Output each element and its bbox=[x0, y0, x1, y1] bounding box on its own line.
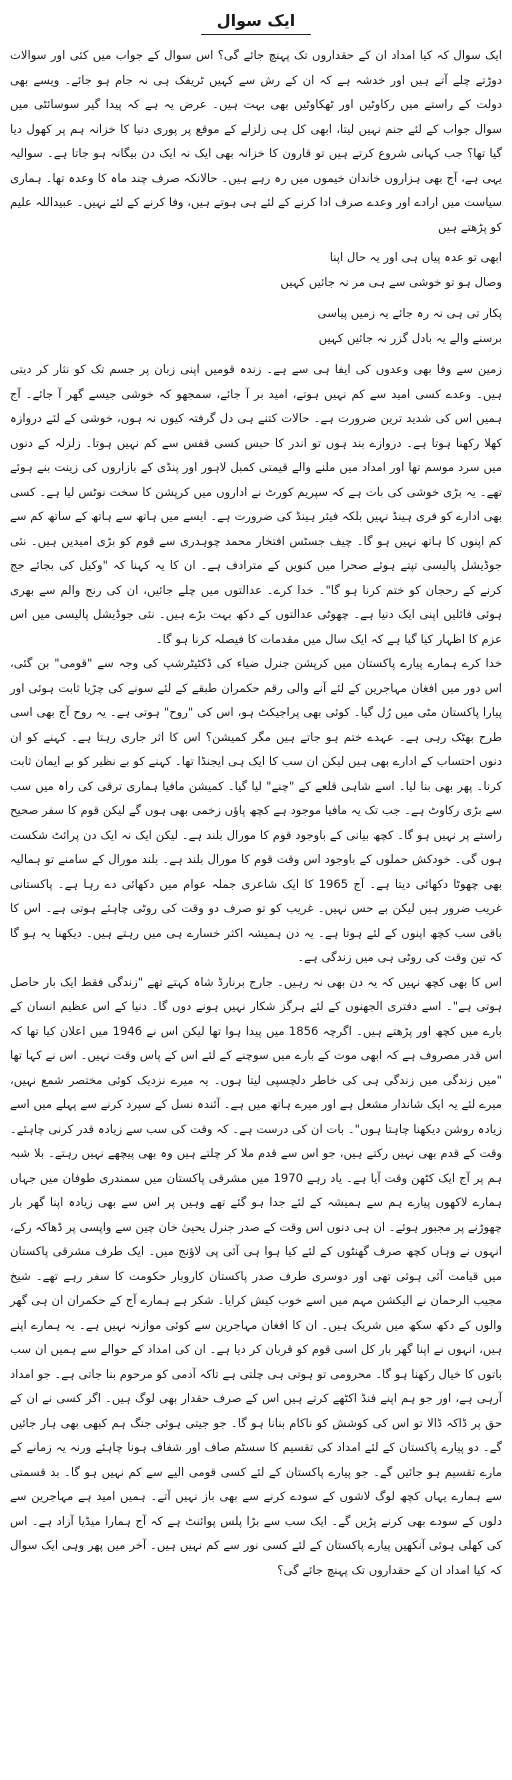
verse-line: پکار تی ہی نہ رہ جائے یہ زمیں پیاسی bbox=[317, 306, 502, 320]
body-paragraph: اس کا بھی کچھ نہیں کہ یہ دن بھی نہ رہیں۔ جارج برنارڈ شاہ کہتے تھے "زندگی فقط ایک بار حاصل ہوتی ہے"۔ اسے دفتری الجھنوں کے لئے ہرگز شکار نہیں ہونے دوں گا۔ دنیا کے اس عظیم انسان کے بارے میں کچھ اور پڑھتے ہیں۔ اگرچہ 1856 میں پیدا ہوا تھا لیکن اس نے 1946 میں اعلان کیا تھا کہ اس قدر مصروف ہے کہ ابھی موت کے بارے میں سوچنے کے لئے اس کے پاس وقت نہیں۔ اس نے کہا تھا "میں زندگی میں زندگی ہی کی خاطر دلچسپی لیتا ہوں۔ یہ میرے نزدیک کوئی مختصر شمع نہیں، میرے لئے یہ ایک شاندار مشعل ہے اور میرے ہاتھ میں ہے۔ آئندہ نسل کے سپرد کرنے سے پہلے میں اسے زیادہ روشن دیکھنا چاہتا ہوں"۔ بات ان کی درست ہے۔ کہ وقت کی سب سے زیادہ قدر کرنی چاہئے۔ وقت کے قدم بھی نہیں رکتے ہیں، جو اس سے قدم ملا کر چلتے ہیں وہ بھی پیچھے نہیں رہتے۔ بلا شبہ ہم پر آج ایک کٹھن وقت آیا ہے۔ یاد رہے 1970 میں مشرقی پاکستان میں سمندری طوفان میں جہاں ہمارے لاکھوں پیارے ہم سے ہمیشہ کے لئے جدا ہو گئے تھے وہیں پر اس سے بھی زیادہ اپنا گھر بار چھوڑنے پر مجبور ہوئے۔ ان ہی دنوں اس وقت کے صدر جنرل یحییٰ خان چین سے واپسی پر ڈھاکہ رکے، انہوں نے وہاں کچھ صرف گھنٹوں کے لئے کیا ہوا ہی آئی پی لاؤنج میں۔ ایک طرف مشرقی پاکستان میں قیامت آئی ہوئی تھی اور دوسری طرف صدر پاکستان کاروبار حکومت کا سفر رہے تھے۔ شیخ مجیب الرحمان نے الیکشن مہم میں اسے خوب کیش کرایا۔ شکر ہے ہمارے آج کے حکمران ان ہی گھر والوں کے دکھ سکھ میں شریک ہیں۔ ان کا افغان مہاجرین سے کوئی موازنہ نہیں ہے۔ یہ ہمارے اپنے ہیں، انہوں نے اپنا گھر بار کل اسی قوم کو قربان کر دیا ہے۔ ان کی امداد کے حوالے سے ہمیں ان سب باتوں کا خیال رکھنا ہو گا۔ محرومی تو ہوتی ہی چلتی ہے تاکہ آدمی کو مرحوم بنا جاتی ہے۔ جو امداد آرہی ہے، اور جو ہم اپنے فنڈ اکٹھے کرتے ہیں اس کے صرف حقدار بھی لوگ ہیں۔ اگر کسی نے ان کے حق پر ڈاکہ ڈالا تو اس کی کوشش کو ناکام بنانا ہو گا۔ جو جیتی ہوئی جنگ ہم کبھی بھی ہار جائیں گے۔ دو پیارے پاکستان کے لئے امداد کی تقسیم کا سسٹم صاف اور شفاف ہونا چاہئے ورنہ یہ زمانے کے مارے تقسیم ہو جائیں گے۔ جو پیارے پاکستان کے لئے کسی قومی الیے سے کم نہیں ہو گا۔ بد قسمتی سے ہمارے یہاں کچھ لوگ لاشوں کے سودے کرنے سے بھی باز نہیں آتے۔ ہمیں امید ہے مہاجرین سے دلوں کے سودے بھی کرنے پڑیں گے۔ ایک سب سے بڑا پلس پوائنٹ ہے کہ آج ہمارا میڈیا آزاد ہے۔ اس کی کھلی ہوئی آنکھیں پیارے پاکستان کے لئے کسی نور سے کم نہیں ہیں۔ آخر میں پھر وہی ایک سوال کہ کیا امداد ان کے حقداروں تک پہنچ جائے گی؟ bbox=[10, 974, 502, 1577]
article-body bbox=[10, 43, 502, 1582]
verse-line: وصال ہو تو خوشی سے ہی مر نہ جائیں کہیں bbox=[280, 275, 502, 289]
article-title: ایک سوال bbox=[216, 11, 296, 30]
verse-line: ابھی تو عدہ پیاں ہی اور یہ حال اپنا bbox=[329, 250, 502, 264]
title-block bbox=[10, 10, 502, 35]
body-paragraph: خدا کرے ہمارے پیارے پاکستان میں کرپشن جنرل ضیاء کی ڈکٹیٹرشپ کی وجہ سے "قومی" بن گئی، اس دور میں افغان مہاجرین کے لئے آنے والی رقم حکمران طبقے کے لئے سونے کی چڑیا ثابت ہوئی اور پیارا پاکستان مٹی میں رُل گیا۔ کوئی بھی پراجیکٹ ہو، اس کی "روح" ہوتی ہے۔ یہ روح آج بھی اسی طرح بھٹک رہی ہے۔ عہدے ختم ہو جاتے ہیں مگر کمیشن؟ اس کا اثر جاری رہتا ہے۔ کہنے کو ان دنوں احتساب کے ادارے بھی ہیں لیکن ان سب کا ایک ہی ایجنڈا تھا۔ کہنے کو بے نظیر کو بے ایمان ثابت کرنا۔ پھر بھی بنا لیا۔ اسے شاہی قلعے کے "چنے" لیا گیا۔ کمیشن مافیا ہماری ترقی کی راہ میں سب سے بڑی رکاوٹ ہے۔ جب تک یہ مافیا موجود ہے کچھ پاؤں زخمی بھی ہوں گے لیکن قوم کا سفر صحیح راستے پر نہیں ہو گا۔ کچھ بیانی کے باوجود قوم کا مورال بلند ہے۔ لیکن ایک نہ ایک دن پرائٹ شکست ہوں گی۔ خودکش حملوں کے باوجود اس وقت قوم کا مورال بلند ہے۔ بلند مورال کے سامنے تو ہمالیہ بھی چھوٹا دکھائی دیتا ہے۔ آج 1965 کا ایک شاعری جملہ عوام میں دکھائی دے رہا ہے۔ پاکستانی غریب ضرور ہیں لیکن بے حس نہیں۔ غریب کو تو صرف دو وقت کی روٹی چاہئے ہوتی ہے۔ اس کا باقی سب کچھ اپنوں کے لئے ہوتا ہے۔ یہ دن ہمیشہ اکثر خسارے ہی میں رہتے ہیں۔ دیکھنا یہ ہو گا کہ تین وقت کی روٹی ہی میں زندگی ہے۔ bbox=[10, 656, 502, 964]
body-paragraph: زمین سے وفا بھی وعدوں کی ایفا ہی سے ہے۔ زندہ قومیں اپنی زبان پر جسم تک کو نثار کر دیتی ہیں۔ وعدے کسی امید سے کم نہیں ہوتے، امید بر آ جائے، سمجھو کہ خوشی جیسے گھر آ جائے۔ آج ہمیں اس کی شدید ترین ضرورت ہے۔ حالات کتنے ہی دل گرفتہ کیوں نہ ہوں، خوشی کے لئے دروازہ کھلا رکھنا ہوتا ہے۔ دروازے بند ہوں تو اندر کا حبس کسی قفس سے کم نہیں ہوتا۔ زلزلہ کے دنوں میں سرد موسم تھا اور امداد میں ملنے والے قیمتی کمبل لاہور اور پنڈی کے بازاروں کی زینت بنے ہوئے تھے۔ یہ بڑی خوشی کی بات ہے کہ سپریم کورٹ نے اداروں میں کرپشن کا سخت نوٹس لیا ہے۔ کسی بھی ادارے کو فری ہینڈ نہیں بلکہ فیئر ہینڈ کی ضرورت ہے۔ ایسے میں ہاتھ سے ہاتھ کے ساتھ کم سے کم اپنوں کا ہاتھ نہیں ہو گا۔ چیف جسٹس افتخار محمد چوہدری سے قوم کو بڑی امیدیں ہیں۔ نئی جوڈیشل پالیسی تپتے ہوئے صحرا میں کنویں کے مترادف ہے۔ ان کا یہ کہنا کہ "وکیل کی بجائے جج کرنے کے رحجان کو ختم کرنا ہو گا"۔ خدا کرے۔ عدالتوں میں چلے جائیں، ان کی رنج والم سے بھری ہوئی فائلیں اپنی ایک دنیا ہے۔ چھوٹی عدالتوں کے دکھ بہت بڑے ہیں۔ نئی جوڈیشل پالیسی میں اس عزم کا اظہار کیا گیا ہے کہ ایک سال میں مقدمات کا فیصلہ کرنا ہو گا۔ bbox=[10, 362, 502, 646]
verse-line: برسنے والے یہ بادل گزر نہ جائیں کہیں bbox=[318, 331, 502, 345]
intro-paragraph: ایک سوال کہ کیا امداد ان کے حقداروں تک پہنچ جائے گی؟ اس سوال کے جواب میں کئی اور سوالات دوڑتے چلے آتے ہیں اور خدشہ ہے کہ ان کے رش سے کہیں ٹریفک ہی نہ جام ہو جائے۔ ویسے بھی دولت کے راستے میں رکاوٹیں اور ٹھکاوٹیں بھی بہت ہیں۔ عرض یہ ہے کہ پیدا گیر سوسائٹی میں سوال جواب کے لئے جنم نہیں لیتا، ابھی کل ہی زلزلے کے موقع پر پوری دنیا کا خزانہ ہم پر کھول دیا گیا تھا؟ جب کہانی شروع کرتے ہیں تو قارون کا خزانہ بھی ایک نہ ایک دن بیگانہ ہو جاتا ہے۔ سوالیہ یہی ہے، آج بھی ہزاروں خاندان خیموں میں رہ رہے ہیں۔ حالانکہ صرف چند ماہ کا وعدہ تھا۔ ہماری سیاست میں ارادے اور وعدے صرف ادا کرنے کے لئے ہی ہوتے ہیں، وفا کرنے کے لئے نہیں۔ عبیداللہ علیم کو پڑھتے ہیں bbox=[10, 48, 502, 234]
title-underline bbox=[201, 34, 311, 35]
